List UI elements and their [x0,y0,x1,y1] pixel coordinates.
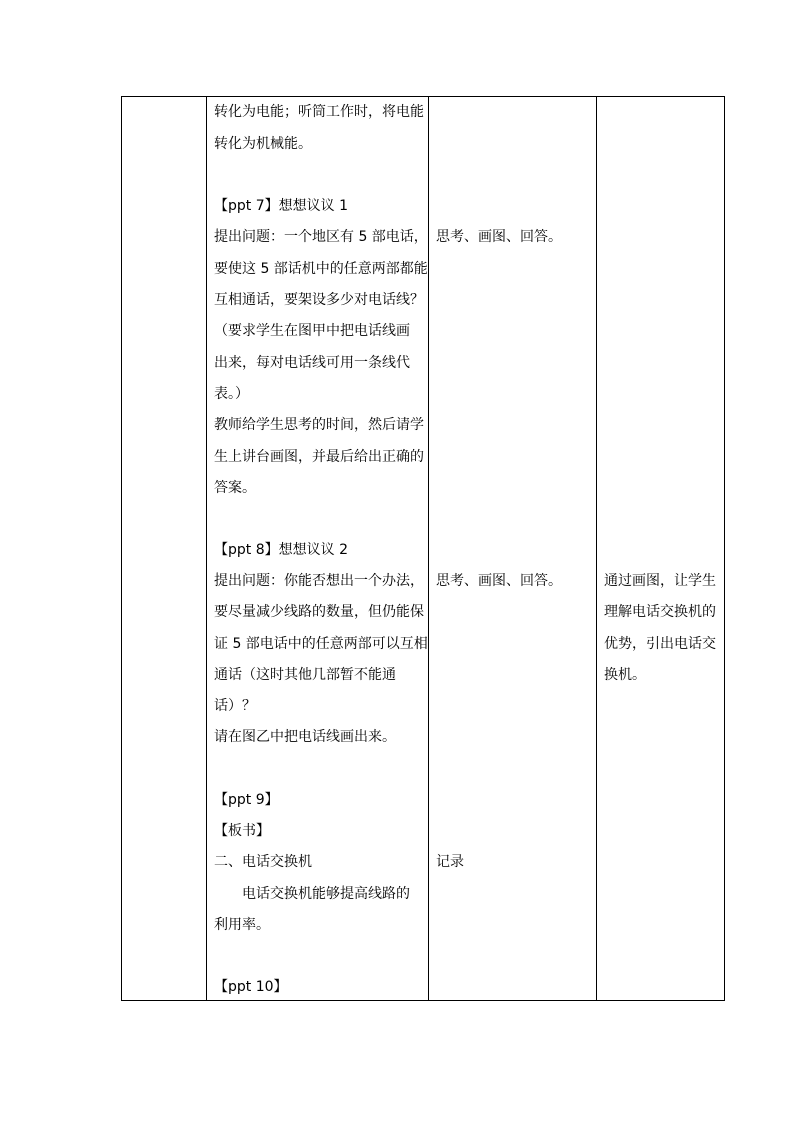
text-line: 出来，每对电话线可用一条线代 [214,355,410,371]
ppt-heading: 【ppt 10】 [214,979,288,995]
text-line: 优势，引出电话交 [604,636,716,652]
ppt-heading: 【ppt 7】想想议议 1 [214,198,348,214]
student-response: 思考、画图、回答。 [436,229,562,245]
text-line: 转化为机械能。 [214,136,312,152]
section-heading: 二、电话交换机 [214,854,312,870]
text-line: 换机。 [604,667,646,683]
text-line: 转化为电能；听筒工作时，将电能 [214,104,424,120]
text-line: 生上讲台画图，并最后给出正确的 [214,449,424,465]
text-line: 话）？ [214,698,256,714]
text-line: 通过画图，让学生 [604,573,716,589]
student-response: 记录 [436,854,464,870]
text-line: 表。） [214,386,249,402]
text-line: 通话（这时其他几部暂不能通 [214,667,396,683]
ppt-heading: 【ppt 8】想想议议 2 [214,542,348,558]
text-line: 互相通话，要架设多少对电话线？ [214,292,424,308]
text-line: 请在图乙中把电话线画出来。 [214,729,396,745]
text-line: 提出问题：一个地区有 5 部电话， [214,229,428,245]
board-heading: 【板书】 [214,823,270,839]
ppt-heading: 【ppt 9】 [214,792,279,808]
text-line: 答案。 [214,480,256,496]
text-line: 要尽量减少线路的数量，但仍能保 [214,604,424,620]
student-response: 思考、画图、回答。 [436,573,562,589]
text-line: 电话交换机能够提高线路的 [242,886,410,902]
column-divider-1 [206,97,207,1000]
column-divider-2 [428,97,429,1000]
text-line: 理解电话交换机的 [604,604,716,620]
text-line: 教师给学生思考的时间，然后请学 [214,417,424,433]
text-line: 提出问题：你能否想出一个办法， [214,573,424,589]
text-line: 证 5 部电话中的任意两部可以互相 [214,636,428,652]
text-line: 利用率。 [214,917,270,933]
text-line: 要使这 5 部话机中的任意两部都能 [214,261,428,277]
text-line: （要求学生在图甲中把电话线画 [214,323,410,339]
column-divider-3 [596,97,597,1000]
